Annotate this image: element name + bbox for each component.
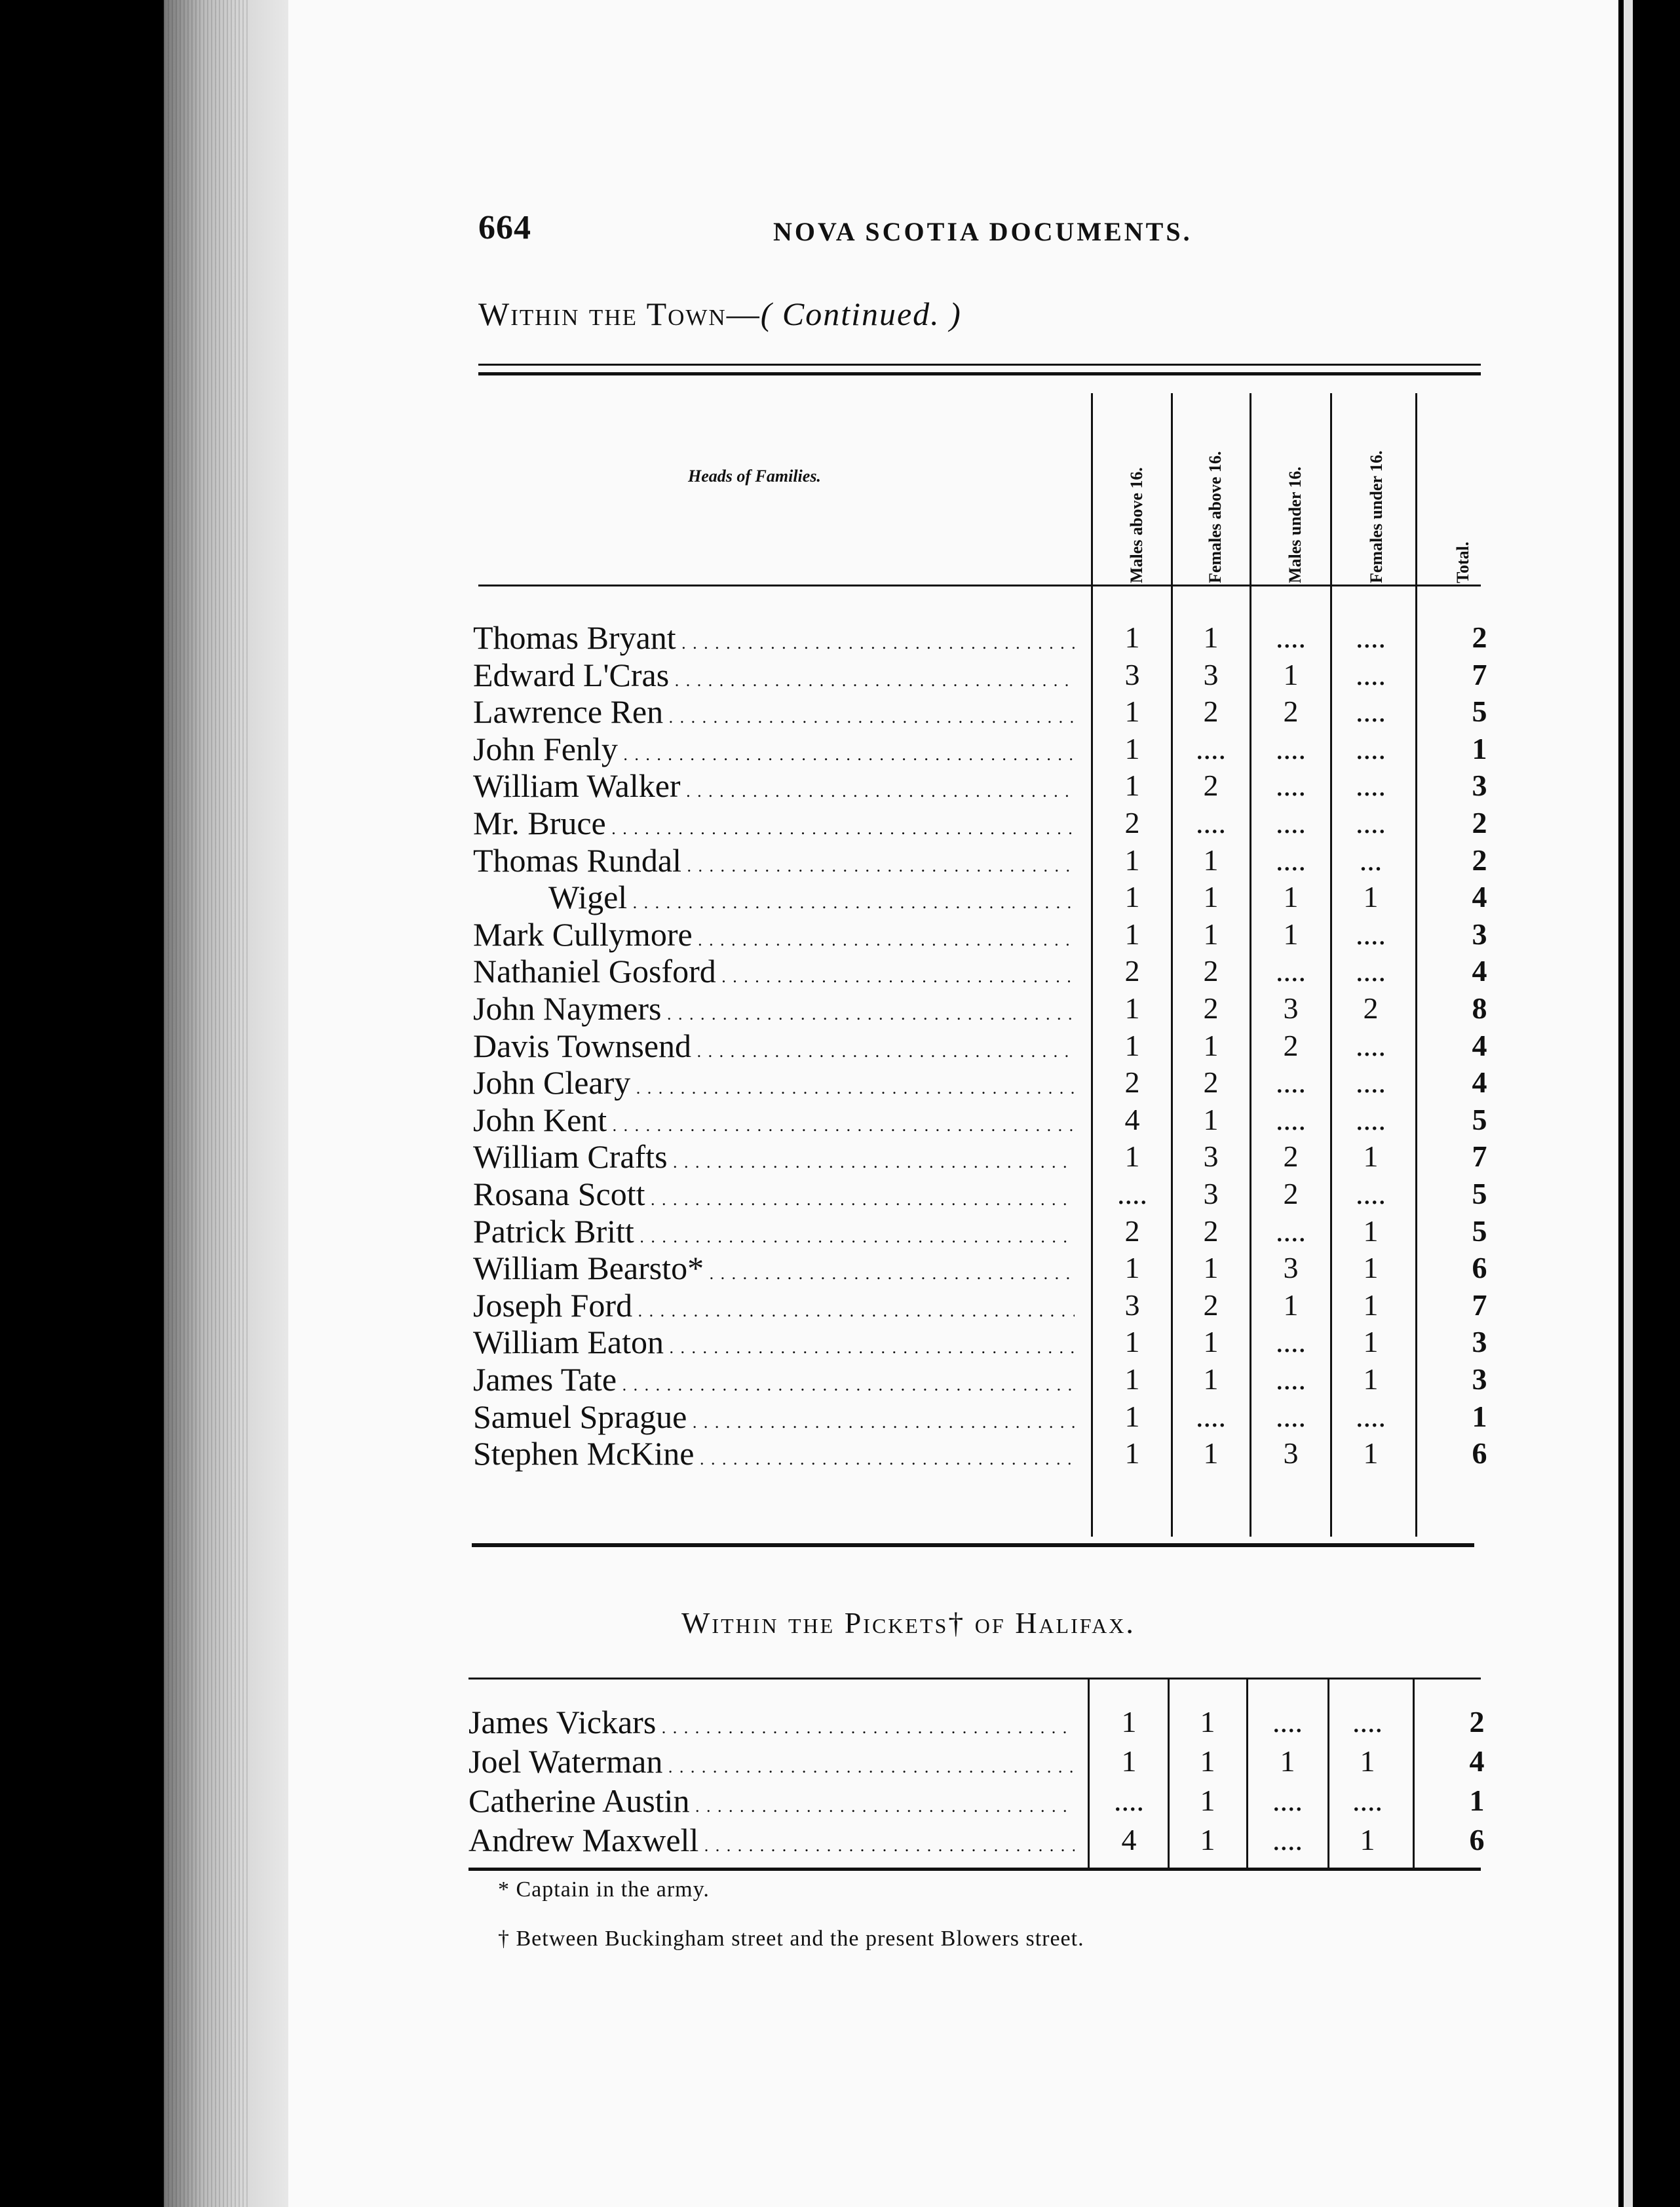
cell-count: .... xyxy=(1352,1705,1383,1738)
table-row xyxy=(0,953,1680,989)
cell-count: 1 xyxy=(1203,843,1219,877)
cell-count: 1 xyxy=(1121,1744,1137,1778)
cell-count: 1 xyxy=(1283,657,1299,691)
cell-count: .... xyxy=(1356,657,1386,691)
head-of-family-name: William Bearsto* . . . xyxy=(473,1250,1075,1292)
cell-total: 5 xyxy=(1472,1102,1487,1136)
table-row xyxy=(0,1250,1680,1286)
head-of-family-name: Mr. Bruce . . . xyxy=(473,805,1075,847)
section-title-continued: ( Continued. ) xyxy=(760,296,962,332)
cell-count: .... xyxy=(1276,769,1306,803)
table-row xyxy=(0,916,1680,953)
cell-count: 1 xyxy=(1124,917,1140,951)
head-of-family-name: Samuel Sprague . . . xyxy=(473,1398,1075,1441)
cell-count: 1 xyxy=(1124,731,1140,765)
cell-count: 2 xyxy=(1203,769,1219,803)
head-of-family-name: Wigel . . . xyxy=(548,879,1075,921)
head-of-family-name: John Kent . . . xyxy=(473,1102,1075,1144)
footnote-captain: * Captain in the army. xyxy=(498,1877,710,1902)
cell-total: 7 xyxy=(1472,1140,1487,1174)
cell-count: ... xyxy=(1359,843,1383,877)
head-of-family-name: John Naymers . . . xyxy=(473,990,1075,1033)
cell-count: 1 xyxy=(1124,1399,1140,1433)
head-of-family-name: Catherine Austin . . . xyxy=(468,1782,1075,1825)
table-row xyxy=(0,990,1680,1027)
table-row xyxy=(0,1138,1680,1175)
cell-total: 4 xyxy=(1469,1744,1485,1778)
cell-count: .... xyxy=(1356,621,1386,654)
cell-count: .... xyxy=(1276,954,1306,988)
head-of-family-name: John Fenly . . . xyxy=(473,731,1075,773)
table-row xyxy=(0,1064,1680,1101)
cell-count: 1 xyxy=(1363,1288,1379,1322)
cell-count: .... xyxy=(1196,1399,1226,1433)
cell-count: 1 xyxy=(1124,1140,1140,1174)
table-row xyxy=(0,1027,1680,1064)
table-row xyxy=(0,1822,1680,1858)
cell-total: 4 xyxy=(1472,1028,1487,1062)
head-of-family-name: Joseph Ford . . . xyxy=(473,1287,1075,1330)
cell-count: .... xyxy=(1272,1784,1303,1817)
cell-count: .... xyxy=(1356,806,1386,839)
cell-count: .... xyxy=(1196,806,1226,839)
head-of-family-name: Thomas Rundal . . . xyxy=(473,842,1075,885)
cell-count: 2 xyxy=(1203,954,1219,988)
head-of-family-name: Patrick Britt . . . xyxy=(473,1213,1075,1256)
cell-count: 1 xyxy=(1124,843,1140,877)
cell-count: 2 xyxy=(1203,695,1219,729)
table-row xyxy=(0,1324,1680,1360)
cell-total: 7 xyxy=(1472,657,1487,691)
cell-total: 6 xyxy=(1472,1251,1487,1285)
cell-count: 1 xyxy=(1124,1362,1140,1396)
head-of-family-name: Joel Waterman . . . xyxy=(468,1743,1075,1786)
head-of-family-name: James Vickars . . . xyxy=(468,1704,1075,1746)
col-header-females-above-16: Females above 16. xyxy=(1206,451,1225,583)
cell-count: .... xyxy=(1114,1784,1144,1817)
cell-count: 1 xyxy=(1124,1028,1140,1062)
cell-total: 6 xyxy=(1469,1823,1485,1856)
head-of-family-name: William Walker . . . xyxy=(473,767,1075,810)
cell-count: 1 xyxy=(1203,1028,1219,1062)
cell-total: 7 xyxy=(1472,1288,1487,1322)
cell-count: .... xyxy=(1276,621,1306,654)
cell-count: 1 xyxy=(1124,621,1140,654)
cell-count: .... xyxy=(1276,1362,1306,1396)
cell-count: 1 xyxy=(1203,621,1219,654)
cell-total: 8 xyxy=(1472,991,1487,1025)
cell-count: .... xyxy=(1356,1102,1386,1136)
table-row xyxy=(0,1361,1680,1398)
head-of-family-name: Davis Townsend . . . xyxy=(473,1027,1075,1070)
cell-count: .... xyxy=(1356,1065,1386,1100)
cell-count: 3 xyxy=(1283,1251,1299,1285)
cell-count: .... xyxy=(1276,1102,1306,1136)
cell-count: 2 xyxy=(1124,954,1140,988)
table-row xyxy=(0,657,1680,693)
cell-count: 1 xyxy=(1203,1436,1219,1470)
cell-count: 1 xyxy=(1360,1744,1375,1778)
cell-count: .... xyxy=(1356,1177,1386,1210)
cell-total: 3 xyxy=(1472,769,1487,803)
cell-count: 1 xyxy=(1283,1288,1299,1322)
cell-count: .... xyxy=(1276,1065,1306,1100)
cell-count: .... xyxy=(1356,731,1386,765)
cell-total: 4 xyxy=(1472,880,1487,914)
table-row xyxy=(0,619,1680,656)
cell-total: 1 xyxy=(1469,1784,1485,1817)
cell-count: 1 xyxy=(1203,1102,1219,1136)
col-header-males-under-16: Males under 16. xyxy=(1286,467,1305,583)
table-row xyxy=(0,1435,1680,1472)
cell-total: 3 xyxy=(1472,917,1487,951)
cell-total: 6 xyxy=(1472,1436,1487,1470)
cell-count: .... xyxy=(1272,1823,1303,1856)
cell-total: 5 xyxy=(1472,1177,1487,1210)
cell-count: 1 xyxy=(1203,880,1219,914)
cell-total: 2 xyxy=(1472,806,1487,839)
cell-count: 2 xyxy=(1283,1028,1299,1062)
cell-count: 1 xyxy=(1363,880,1379,914)
cell-total: 2 xyxy=(1472,843,1487,877)
running-head: NOVA SCOTIA DOCUMENTS. xyxy=(773,217,1193,246)
table-row xyxy=(0,1213,1680,1250)
cell-count: .... xyxy=(1356,1028,1386,1062)
table-row xyxy=(0,1743,1680,1780)
cell-count: 3 xyxy=(1124,1288,1140,1322)
head-of-family-name: William Eaton . . . xyxy=(473,1324,1075,1366)
cell-count: 2 xyxy=(1203,991,1219,1025)
cell-count: .... xyxy=(1352,1784,1383,1817)
cell-count: 2 xyxy=(1363,991,1379,1025)
head-of-family-name: Nathaniel Gosford . . . xyxy=(473,953,1075,995)
cell-count: 1 xyxy=(1124,991,1140,1025)
cell-count: 1 xyxy=(1363,1214,1379,1248)
table-row xyxy=(0,1398,1680,1435)
table-row xyxy=(0,1287,1680,1324)
col-header-total: Total. xyxy=(1453,541,1472,583)
cell-count: 1 xyxy=(1283,880,1299,914)
cell-count: 1 xyxy=(1363,1436,1379,1470)
cell-total: 4 xyxy=(1472,954,1487,988)
cell-count: .... xyxy=(1356,917,1386,951)
cell-count: .... xyxy=(1356,1399,1386,1433)
cell-total: 5 xyxy=(1472,1214,1487,1248)
col-header-females-under-16: Females under 16. xyxy=(1367,450,1386,583)
head-of-family-name: Lawrence Ren . . . xyxy=(473,693,1075,736)
cell-total: 2 xyxy=(1469,1705,1485,1738)
cell-count: 1 xyxy=(1283,917,1299,951)
table-row xyxy=(0,1102,1680,1138)
cell-count: .... xyxy=(1276,806,1306,839)
cell-total: 4 xyxy=(1472,1065,1487,1100)
pickets-bottom-rule xyxy=(468,1868,1481,1871)
cell-count: .... xyxy=(1356,695,1386,729)
head-of-family-name: Mark Cullymore . . . xyxy=(473,916,1075,959)
table-row xyxy=(0,767,1680,804)
cell-total: 2 xyxy=(1472,621,1487,654)
cell-count: 2 xyxy=(1203,1288,1219,1322)
cell-count: .... xyxy=(1276,1214,1306,1248)
cell-count: 2 xyxy=(1283,695,1299,729)
head-of-family-name: Rosana Scott . . . xyxy=(473,1176,1075,1218)
cell-count: 2 xyxy=(1203,1065,1219,1100)
cell-total: 5 xyxy=(1472,695,1487,729)
cell-count: 1 xyxy=(1200,1823,1215,1856)
cell-count: 2 xyxy=(1124,1214,1140,1248)
section-title-main: Within the Town— xyxy=(478,296,761,332)
cell-count: 1 xyxy=(1200,1744,1215,1778)
cell-count: 4 xyxy=(1121,1823,1137,1856)
cell-count: .... xyxy=(1276,1399,1306,1433)
cell-count: 3 xyxy=(1283,991,1299,1025)
cell-count: .... xyxy=(1356,769,1386,803)
heads-of-families-label: Heads of Families. xyxy=(688,467,821,486)
table-row xyxy=(0,731,1680,767)
cell-count: 1 xyxy=(1360,1823,1375,1856)
head-of-family-name: Thomas Bryant . . . xyxy=(473,619,1075,662)
cell-count: 2 xyxy=(1124,1065,1140,1100)
cell-count: 1 xyxy=(1203,1362,1219,1396)
cell-total: 1 xyxy=(1472,731,1487,765)
cell-count: 1 xyxy=(1203,1325,1219,1359)
cell-total: 3 xyxy=(1472,1362,1487,1396)
cell-count: 1 xyxy=(1363,1362,1379,1396)
col-header-males-above-16: Males above 16. xyxy=(1127,467,1146,583)
cell-count: .... xyxy=(1356,954,1386,988)
cell-count: 1 xyxy=(1124,1251,1140,1285)
cell-count: 3 xyxy=(1203,657,1219,691)
cell-count: 1 xyxy=(1280,1744,1295,1778)
cell-count: 1 xyxy=(1363,1325,1379,1359)
cell-count: .... xyxy=(1272,1705,1303,1738)
cell-count: 3 xyxy=(1124,657,1140,691)
cell-count: 2 xyxy=(1283,1140,1299,1174)
cell-count: 4 xyxy=(1124,1102,1140,1136)
cell-count: .... xyxy=(1196,731,1226,765)
head-of-family-name: James Tate . . . xyxy=(473,1361,1075,1404)
head-of-family-name: William Crafts . . . xyxy=(473,1138,1075,1181)
table-row xyxy=(0,879,1680,915)
page-number: 664 xyxy=(478,209,531,246)
cell-count: 1 xyxy=(1200,1705,1215,1738)
cell-count: 3 xyxy=(1203,1177,1219,1210)
table-row xyxy=(0,1704,1680,1740)
cell-count: 1 xyxy=(1124,1325,1140,1359)
table-row xyxy=(0,842,1680,879)
cell-count: 1 xyxy=(1124,769,1140,803)
cell-count: 1 xyxy=(1121,1705,1137,1738)
cell-count: 2 xyxy=(1124,806,1140,839)
cell-count: 1 xyxy=(1363,1251,1379,1285)
cell-count: 1 xyxy=(1363,1140,1379,1174)
cell-total: 3 xyxy=(1472,1325,1487,1359)
table-top-rule xyxy=(478,364,1481,366)
table-top-rule-2 xyxy=(478,372,1481,375)
cell-count: 2 xyxy=(1283,1177,1299,1210)
cell-count: .... xyxy=(1276,1325,1306,1359)
head-of-family-name: Andrew Maxwell . . . xyxy=(468,1822,1075,1864)
town-table-bottom-rule xyxy=(472,1543,1474,1547)
cell-count: .... xyxy=(1117,1177,1147,1210)
table-row xyxy=(0,1176,1680,1212)
cell-count: 1 xyxy=(1124,1436,1140,1470)
head-of-family-name: John Cleary . . . xyxy=(473,1064,1075,1107)
table-row xyxy=(0,693,1680,730)
cell-count: .... xyxy=(1276,731,1306,765)
table-row xyxy=(0,805,1680,841)
cell-count: 3 xyxy=(1203,1140,1219,1174)
footnote-pickets: † Between Buckingham street and the present Blowers street. xyxy=(498,1927,1084,1951)
cell-count: 1 xyxy=(1200,1784,1215,1817)
cell-count: 1 xyxy=(1203,917,1219,951)
pickets-section-title: Within the Pickets† of Halifax. xyxy=(681,1606,1136,1640)
cell-count: 3 xyxy=(1283,1436,1299,1470)
cell-count: 1 xyxy=(1124,880,1140,914)
head-of-family-name: Edward L'Cras . . . xyxy=(473,657,1075,699)
cell-count: 1 xyxy=(1124,695,1140,729)
head-of-family-name: Stephen McKine . . . xyxy=(473,1435,1075,1478)
cell-count: 1 xyxy=(1203,1251,1219,1285)
cell-total: 1 xyxy=(1472,1399,1487,1433)
cell-count: 2 xyxy=(1203,1214,1219,1248)
section-title xyxy=(478,295,962,333)
cell-count: .... xyxy=(1276,843,1306,877)
table-row xyxy=(0,1782,1680,1819)
